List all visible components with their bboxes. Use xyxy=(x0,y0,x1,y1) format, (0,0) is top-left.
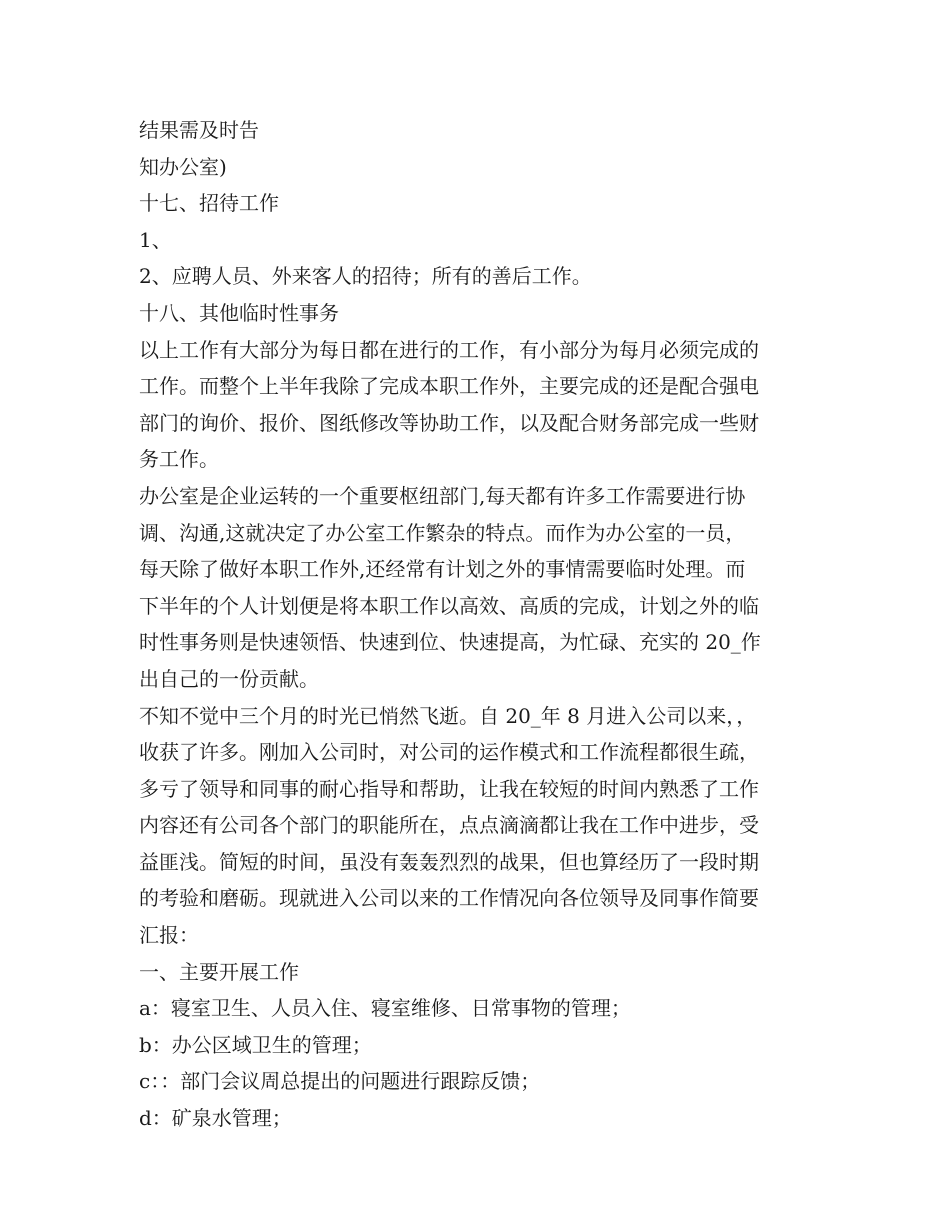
paragraph-line: 务工作。 xyxy=(139,447,219,472)
paragraph-line: 汇报： xyxy=(139,923,199,948)
list-item: b：办公区域卫生的管理； xyxy=(139,1032,372,1057)
paragraph-line: 以上工作有大部分为每日都在进行的工作，有小部分为每月必须完成的 xyxy=(139,337,759,362)
paragraph-line: 下半年的个人计划便是将本职工作以高效、高质的完成，计划之外的临 xyxy=(139,593,759,618)
paragraph-line: 内容还有公司各个部门的职能所在，点点滴滴都让我在工作中进步，受 xyxy=(139,813,759,838)
paragraph-line: 收获了许多。刚加入公司时，对公司的运作模式和工作流程都很生疏， xyxy=(139,740,759,765)
list-item: 1、 xyxy=(139,227,172,252)
list-item: 2、应聘人员、外来客人的招待；所有的善后工作。 xyxy=(139,264,592,289)
list-item: c：：部门会议周总提出的问题进行跟踪反馈； xyxy=(139,1069,541,1094)
text-line: 知办公室) xyxy=(139,154,227,179)
paragraph-line: 不知不觉中三个月的时光已悄然飞逝。自 20_年 8 月进入公司以来，， xyxy=(139,703,757,728)
paragraph-line: 每天除了做好本职工作外,还经常有计划之外的事情需要临时处理。而 xyxy=(139,557,746,582)
paragraph-line: 部门的询价、报价、图纸修改等协助工作，以及配合财务部完成一些财 xyxy=(139,410,759,435)
list-item: d：矿泉水管理； xyxy=(139,1106,292,1131)
paragraph-line: 的考验和磨砺。现就进入公司以来的工作情况向各位领导及同事作简要 xyxy=(139,886,759,911)
text-line: 结果需及时告 xyxy=(139,118,259,142)
paragraph-line: 时性事务则是快速领悟、快速到位、快速提高，为忙碌、充实的 20_作 xyxy=(139,630,761,655)
paragraph-line: 多亏了领导和同事的耐心指导和帮助，让我在较短的时间内熟悉了工作 xyxy=(139,776,759,801)
document-page xyxy=(139,112,815,1137)
paragraph-line: 出自己的一份贡献。 xyxy=(139,666,319,691)
section-heading: 十八、其他临时性事务 xyxy=(139,300,339,325)
paragraph-line: 办公室是企业运转的一个重要枢纽部门,每天都有许多工作需要进行协 xyxy=(139,483,746,508)
paragraph-line: 调、沟通,这就决定了办公室工作繁杂的特点。而作为办公室的一员， xyxy=(139,520,746,545)
paragraph-line: 工作。而整个上半年我除了完成本职工作外，主要完成的还是配合强电 xyxy=(139,374,759,399)
section-heading: 一、主要开展工作 xyxy=(139,959,299,984)
list-item: a：寝室卫生、人员入住、寝室维修、日常事物的管理； xyxy=(139,996,631,1021)
section-heading: 十七、招待工作 xyxy=(139,191,279,216)
paragraph-line: 益匪浅。简短的时间，虽没有轰轰烈烈的战果，但也算经历了一段时期 xyxy=(139,849,759,874)
